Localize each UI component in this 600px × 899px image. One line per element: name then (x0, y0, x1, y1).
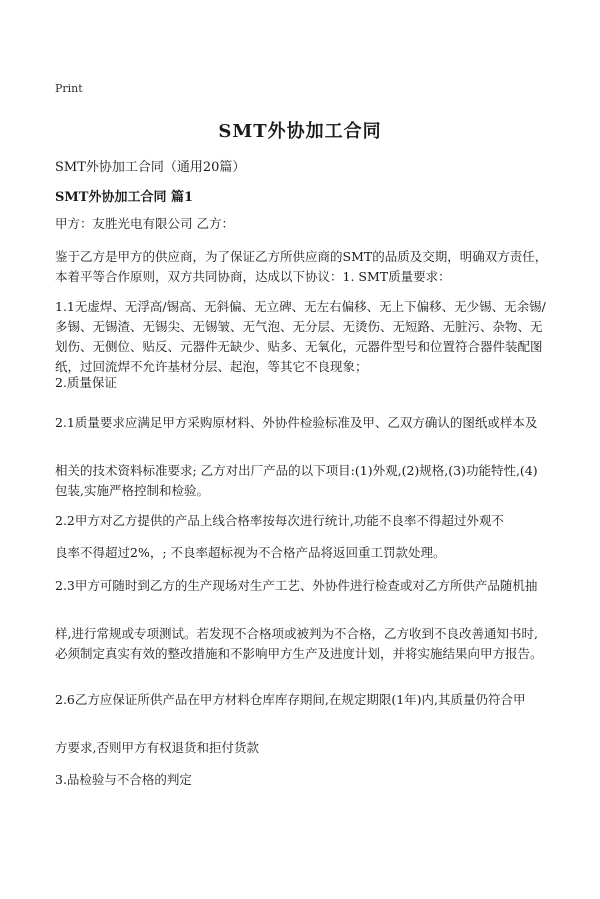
paragraph-preamble: 鉴于乙方是甲方的供应商，为了保证乙方所供应商的SMT的品质及交期，明确双方责任，本着平等合作原则，双方共同协商，达成以下协议：1. SMT质量要求： (55, 249, 548, 284)
paragraph-2-3: 2.3甲方可随时到乙方的生产现场对生产工艺、外协件进行检查或对乙方所供产品随机抽 (55, 578, 538, 593)
paragraph-2-6-cont: 方要求,否则甲方有权退货和拒付货款 (55, 740, 259, 755)
paragraph-2-1-cont: 相关的技术资料标准要求; 乙方对出厂产品的以下项目:(1)外观,(2)规格,(3)功能特性,(4)包装,实施严格控制和检验。 (55, 463, 538, 498)
paragraph-2: 2.质量保证 (55, 375, 117, 390)
paragraph-3: 3.品检验与不合格的判定 (55, 772, 192, 787)
page-title: SMT外协加工合同 (218, 121, 382, 142)
paragraph-2-1: 2.1质量要求应满足甲方采购原材料、外协件检验标准及甲、乙双方确认的图纸或样本及 (55, 415, 538, 430)
paragraph-2-2-cont: 良率不得超过2%，; 不良率超标视为不合格产品将返回重工罚款处理。 (55, 545, 446, 560)
paragraph-2-2: 2.2甲方对乙方提供的产品上线合格率按每次进行统计,功能不良率不得超过外观不 (55, 513, 504, 528)
paragraph-1-1: 1.1无虚焊、无浮高/锡高、无斜偏、无立碑、无左右偏移、无上下偏移、无少锡、无余锡/多锡、无锡渣、无锡尖、无锡皱、无气泡、无分层、无烫伤、无短路、无脏污、杂物、无划伤、无侧位、贴反、元器件无缺少、贴多、无氧化，元器件型号和位置符合器件装配图纸，过回流焊不允许基材分层、起泡，等其它不良现象； (55, 299, 546, 374)
paragraph-2-6: 2.6乙方应保证所供产品在甲方材料仓库库存期间,在规定期限(1年)内,其质量仍符合甲 (55, 692, 526, 707)
paragraph-parties: 甲方：友胜光电有限公司 乙方： (55, 216, 234, 231)
paragraph-2-3-cont: 样,进行常规或专项测试。若发现不合格项或被判为不合格，乙方收到不良改善通知书时,必须制定真实有效的整改措施和不影响甲方生产及进度计划，并将实施结果向甲方报告。 (55, 626, 543, 661)
document-subtitle: SMT外协加工合同（通用20篇） (55, 160, 246, 175)
print-label[interactable]: Print (55, 82, 83, 95)
section-heading: SMT外协加工合同 篇1 (55, 190, 194, 205)
